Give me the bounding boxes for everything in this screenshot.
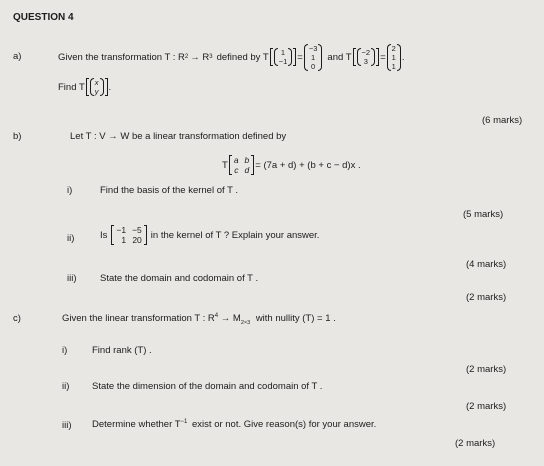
part-a-sup2: 3 xyxy=(209,54,213,60)
part-c-iii-statement xyxy=(92,419,376,430)
part-b-definition xyxy=(222,153,361,177)
part-b-iii-label: iii) xyxy=(67,273,77,284)
result-b-vector: 2 1 1 xyxy=(387,44,401,71)
part-a-find-text: Find T xyxy=(58,81,85,93)
part-a-arrow: → R xyxy=(190,51,210,63)
matrix-abcd: a b c d xyxy=(229,155,254,175)
part-c-ii-text: State the dimension of the domain and codomain of T . xyxy=(92,381,323,392)
part-c-iii-text2: exist or not. Give reason(s) for your answer. xyxy=(192,419,377,431)
part-a-label: a) xyxy=(13,51,22,62)
part-a-marks: (6 marks) xyxy=(482,115,523,126)
part-c-ii-label: ii) xyxy=(62,381,70,392)
part-b-def-rhs: = (7a + d) + (b + c − d)x . xyxy=(255,159,361,171)
part-c-iii-sup: −1 xyxy=(180,419,188,425)
part-b-intro: Let T : V → W be a linear transformation defined by xyxy=(70,131,287,142)
part-c-label: c) xyxy=(13,313,21,324)
result-a-vector: −3 1 0 xyxy=(304,44,323,71)
part-b-label: b) xyxy=(13,131,22,142)
vector-xy-bracket: x y xyxy=(86,78,108,96)
part-b-iii-marks: (2 marks) xyxy=(466,292,507,303)
part-a-and: and T xyxy=(327,51,352,63)
question-title: QUESTION 4 xyxy=(13,12,74,23)
part-b-i-marks: (5 marks) xyxy=(463,209,504,220)
part-a-sup1: 2 xyxy=(184,54,189,60)
vector-a-bracket: 1 −1 xyxy=(270,48,297,66)
part-c-rest: with nullity (T) = 1 . xyxy=(255,313,336,325)
part-c-i-text: Find rank (T) . xyxy=(92,345,152,356)
matrix-ii: −1 −5 1 20 xyxy=(111,225,146,245)
part-c-statement xyxy=(62,313,336,326)
vector-b-bracket: −2 3 xyxy=(353,48,380,66)
part-b-ii-post: in the kernel of T ? Explain your answer. xyxy=(150,229,320,241)
part-c-arrow: → M xyxy=(220,313,241,325)
part-b-ii-marks: (4 marks) xyxy=(466,259,507,270)
part-b-ii-label: ii) xyxy=(67,233,75,244)
part-a-text1: Given the transformation T : R xyxy=(58,51,185,63)
part-c-iii-label: iii) xyxy=(62,420,72,431)
part-c-i-marks: (2 marks) xyxy=(466,364,507,375)
part-c-text: Given the linear transformation T : R xyxy=(62,313,215,325)
part-b-iii-text: State the domain and codomain of T . xyxy=(100,273,259,284)
part-c-iii-text1: Determine whether T xyxy=(92,419,181,431)
part-a-text2: defined by T xyxy=(216,51,269,63)
part-b-ii-statement xyxy=(100,222,319,248)
part-c-sup: 4 xyxy=(214,313,219,319)
part-b-i-label: i) xyxy=(67,185,73,196)
part-a-find: Find T x y . xyxy=(58,78,112,96)
part-c-iii-marks: (2 marks) xyxy=(455,438,496,449)
part-b-i-text: Find the basis of the kernel of T . xyxy=(100,185,239,196)
part-b-ii-pre: Is xyxy=(100,229,108,241)
part-c-sub: 2×3 xyxy=(240,320,251,327)
part-a-statement: Given the transformation T : R 2 → R 3 defined by T 1 −1 = −3 1 0 and T −2 3 = 2 1 1 . xyxy=(58,43,405,71)
part-c-ii-marks: (2 marks) xyxy=(466,401,507,412)
part-c-i-label: i) xyxy=(62,345,68,356)
part-b-def-t: T xyxy=(222,159,228,171)
